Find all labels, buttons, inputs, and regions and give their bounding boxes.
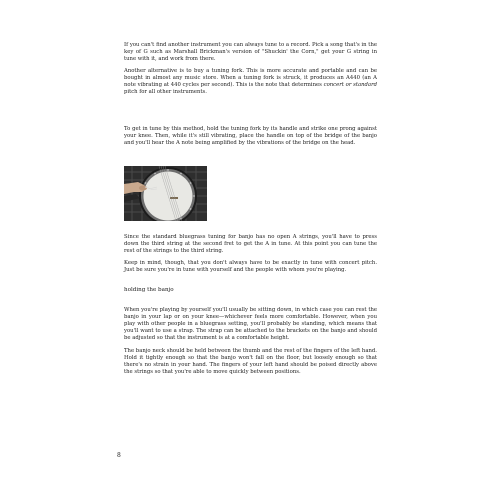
paragraph-tuning-fork-text: Another alternative is to buy a tuning fork. This is more accurate and portable and can be bought in almost any music store. When a tuning fork is struck, it produces an A440 (an A note vibrating at 440 cycles per second). This is the note that determines — [124, 68, 377, 89]
page-number: 8 — [117, 452, 121, 459]
section-heading: holding the banjo — [124, 287, 174, 293]
paragraph-tuning-fork — [124, 68, 377, 96]
paragraph-keep-in-mind: Keep in mind, though, that you don't always have to be exactly in tune with concert pitch. Just be sure you're in tune with yourself and the people with whom you're playing. — [124, 260, 377, 274]
banjo-photo — [124, 166, 207, 221]
paragraph-tune-to-record: If you can't find another instrument you can always tune to a record. Pick a song that's in the key of G such as Marshall Brickman's version of "Shuckin' the Corn," get your G string in tune with it, and work from there. — [124, 42, 377, 63]
paragraph-tuning-fork-tail: pitch for all other instruments. — [124, 89, 207, 96]
paragraph-playing-position: When you're playing by yourself you'll usually be sitting down, in which case you can rest the banjo in your lap or on your knee—whichever feels more comfortable. However, when you play with other people in a bluegrass setting, you'll probably be standing, which means that you'll want to use a strap. The strap can be attached to the brackets on the banjo and should be adjusted so that the instrument is at a comfortable height. — [124, 307, 377, 342]
paragraph-banjo-neck: The banjo neck should be held between the thumb and the rest of the fingers of the left hand. Hold it tightly enough so that the banjo won't fall on the floor, but loosely enough so that there's no strain in your hand. The fingers of your left hand should be poised directly above the strings so that you're able to move quickly between positions. — [124, 348, 377, 376]
concert-standard-emphasis: concert or standard — [323, 82, 377, 89]
banjo-photo-illustration — [124, 166, 207, 221]
paragraph-fork-method: To get in tune by this method, hold the tuning fork by its handle and strike one prong against your knee. Then, while it's still vibrating, place the handle on top of the bridge of the banjo and you'll hear the A note being amplified by the vibrations of the bridge on the head. — [124, 126, 377, 147]
paragraph-standard-tuning: Since the standard bluegrass tuning for banjo has no open A strings, you'll have to press down the third string at the second fret to get the A in tune. At this point you can tune the rest of the strings to the third string. — [124, 234, 377, 255]
